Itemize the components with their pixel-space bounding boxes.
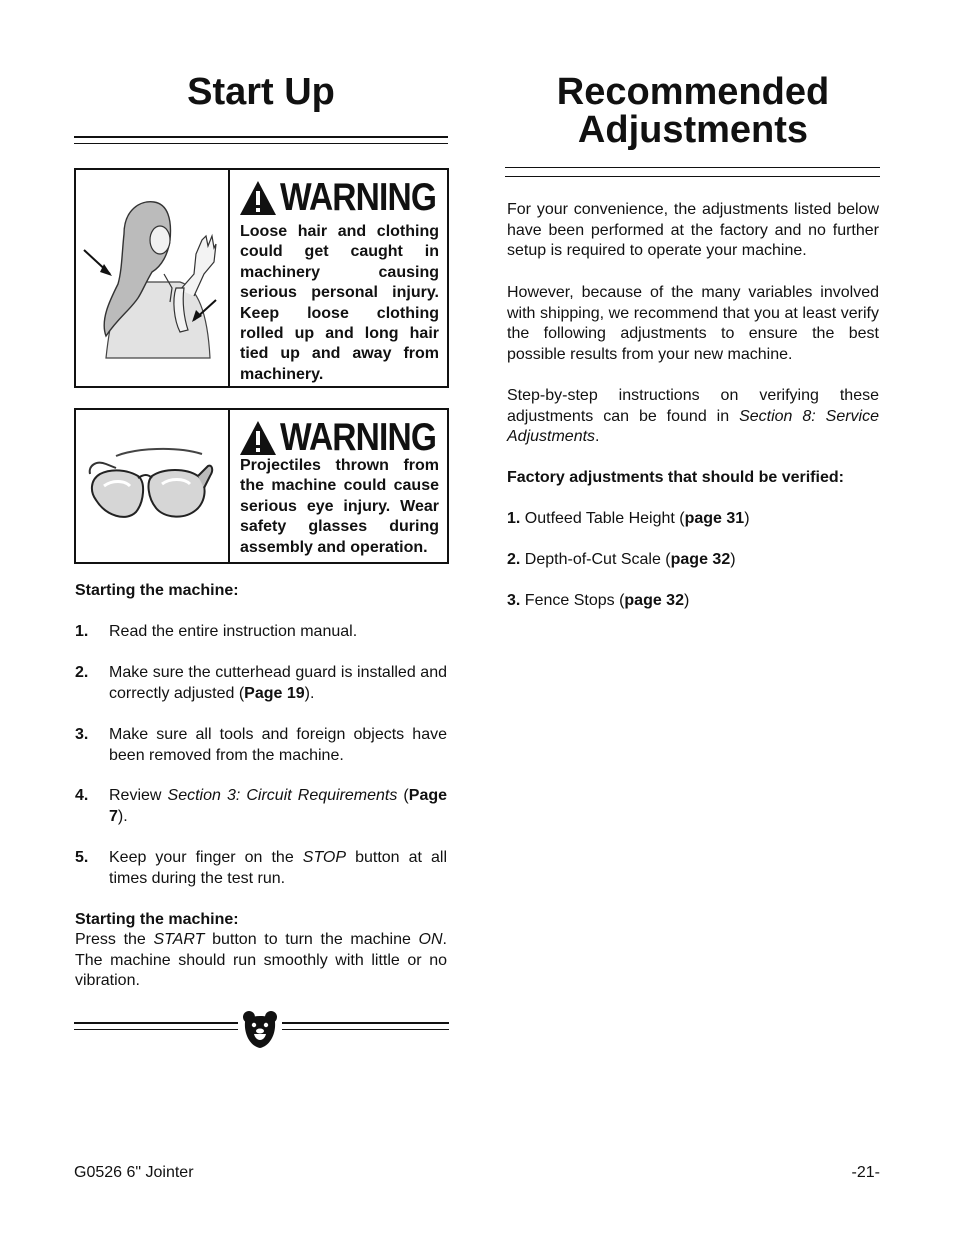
adjustment-label: Outfeed Table Height ( [520, 510, 685, 527]
starting-machine-subheading: Starting the machine: [75, 582, 239, 599]
start-up-title: Start Up [187, 71, 335, 113]
step-text-run: Review [109, 787, 168, 804]
warning-box-eyes [74, 408, 449, 564]
warning-triangle-icon [238, 419, 278, 457]
startup-step [75, 663, 447, 704]
recommended-adjustments-title-line1: Recommended [556, 71, 830, 113]
step-number: 1. [75, 623, 89, 640]
adjustment-page-ref: page 31 [684, 510, 745, 527]
warning-heading [238, 178, 462, 218]
step-text-run: Section 3: Circuit Requirements [167, 787, 398, 804]
title-rule [74, 136, 448, 144]
paragraph-step-by-step [507, 386, 879, 448]
step-text [109, 663, 447, 704]
starting-machine-subheading-2: Starting the machine: [75, 911, 239, 928]
closing-paragraph [75, 930, 447, 992]
adjustment-close-paren: ) [744, 510, 750, 527]
startup-step [75, 848, 447, 889]
adjustment-item [507, 550, 736, 571]
closing-text-run: START [153, 931, 205, 948]
startup-step [75, 786, 447, 827]
step-number: 4. [75, 787, 89, 804]
closing-text-run: Press the [75, 931, 154, 948]
step-text-run: Page 19 [244, 684, 305, 702]
title-rule [505, 167, 880, 168]
step-text-run: Keep your finger on the [109, 849, 303, 866]
warning-label: WARNING [280, 176, 437, 219]
warning-text: Loose hair and clothing could get caught in machinery causing serious personal injury. Keep loose clothing rolled up and long hair tied up and away from machinery. [240, 223, 439, 383]
step-text-run: Page 7 [109, 787, 448, 825]
step-text-run: button at all times during the test run. [109, 849, 448, 887]
step-text [109, 622, 447, 643]
step-text-run: ). [117, 807, 128, 825]
startup-step [75, 725, 447, 766]
adjustment-item [507, 509, 750, 530]
step-text-run: STOP [302, 849, 347, 866]
warning-text: Projectiles thrown from the machine could cause serious eye injury. Wear safety glasses during assembly and operation. [240, 457, 439, 556]
adjustment-label: Fence Stops ( [520, 592, 625, 609]
step-number: 2. [75, 664, 89, 681]
step-text-run: Make sure all tools and foreign objects have been removed from the machine. [109, 726, 447, 764]
startup-step [75, 622, 447, 643]
closing-text-run: button to turn the machine [204, 931, 419, 948]
closing-text-run: . The machine should run smoothly with little or no vibration. [75, 931, 447, 990]
adjustment-page-ref: page 32 [670, 551, 731, 568]
paragraph-text-run: Section 8: Service Adjustments [507, 407, 880, 446]
warning-heading [238, 418, 462, 458]
step-text-run: ). [304, 684, 315, 702]
safety-glasses-illustration [76, 410, 230, 562]
warning-triangle-icon [238, 179, 278, 217]
adjustment-item [507, 591, 689, 612]
factory-adjustments-subheading: Factory adjustments that should be verified: [507, 469, 844, 486]
paragraph-shipping: However, because of the many variables involved with shipping, we recommend that you at least verify the following adjustments to ensure the best possible results from your new machine. [507, 284, 879, 363]
person-loose-hair-clothing-illustration [76, 170, 230, 386]
paragraph-text-run: . [595, 428, 600, 446]
adjustment-close-paren: ) [683, 592, 690, 609]
step-text [109, 786, 447, 827]
warning-label: WARNING [280, 416, 437, 459]
footer-model: G0526 6" Jointer [74, 1164, 194, 1181]
paragraph-text-run: Step-by-step instructions on verifying these adjustments can be found in [507, 387, 879, 425]
recommended-adjustments-title-line2: Adjustments [577, 109, 809, 151]
page-number: -21- [851, 1164, 880, 1181]
grizzly-bear-head-icon [240, 1010, 280, 1050]
title-rule [505, 176, 880, 177]
adjustment-label: Depth-of-Cut Scale ( [520, 551, 671, 568]
step-number: 3. [75, 726, 89, 743]
step-text-run: Make sure the cutterhead guard is installed and correctly adjusted ( [109, 664, 447, 702]
step-text-run: ( [397, 787, 409, 804]
step-number: 5. [75, 849, 89, 866]
paragraph-convenience: For your convenience, the adjustments listed below have been performed at the factory and no further setup is required to operate your machine. [507, 201, 879, 260]
adjustment-close-paren: ) [730, 551, 736, 568]
step-text-run: Read the entire instruction manual. [109, 623, 358, 640]
step-text [109, 848, 447, 889]
adjustment-number: 2. [507, 551, 521, 568]
adjustment-page-ref: page 32 [624, 592, 684, 609]
step-text [109, 725, 447, 766]
bear-divider [74, 1010, 449, 1050]
warning-box-hair [74, 168, 449, 388]
adjustment-number: 3. [507, 592, 521, 609]
closing-text-run: ON [418, 931, 443, 948]
adjustment-number: 1. [507, 510, 521, 527]
